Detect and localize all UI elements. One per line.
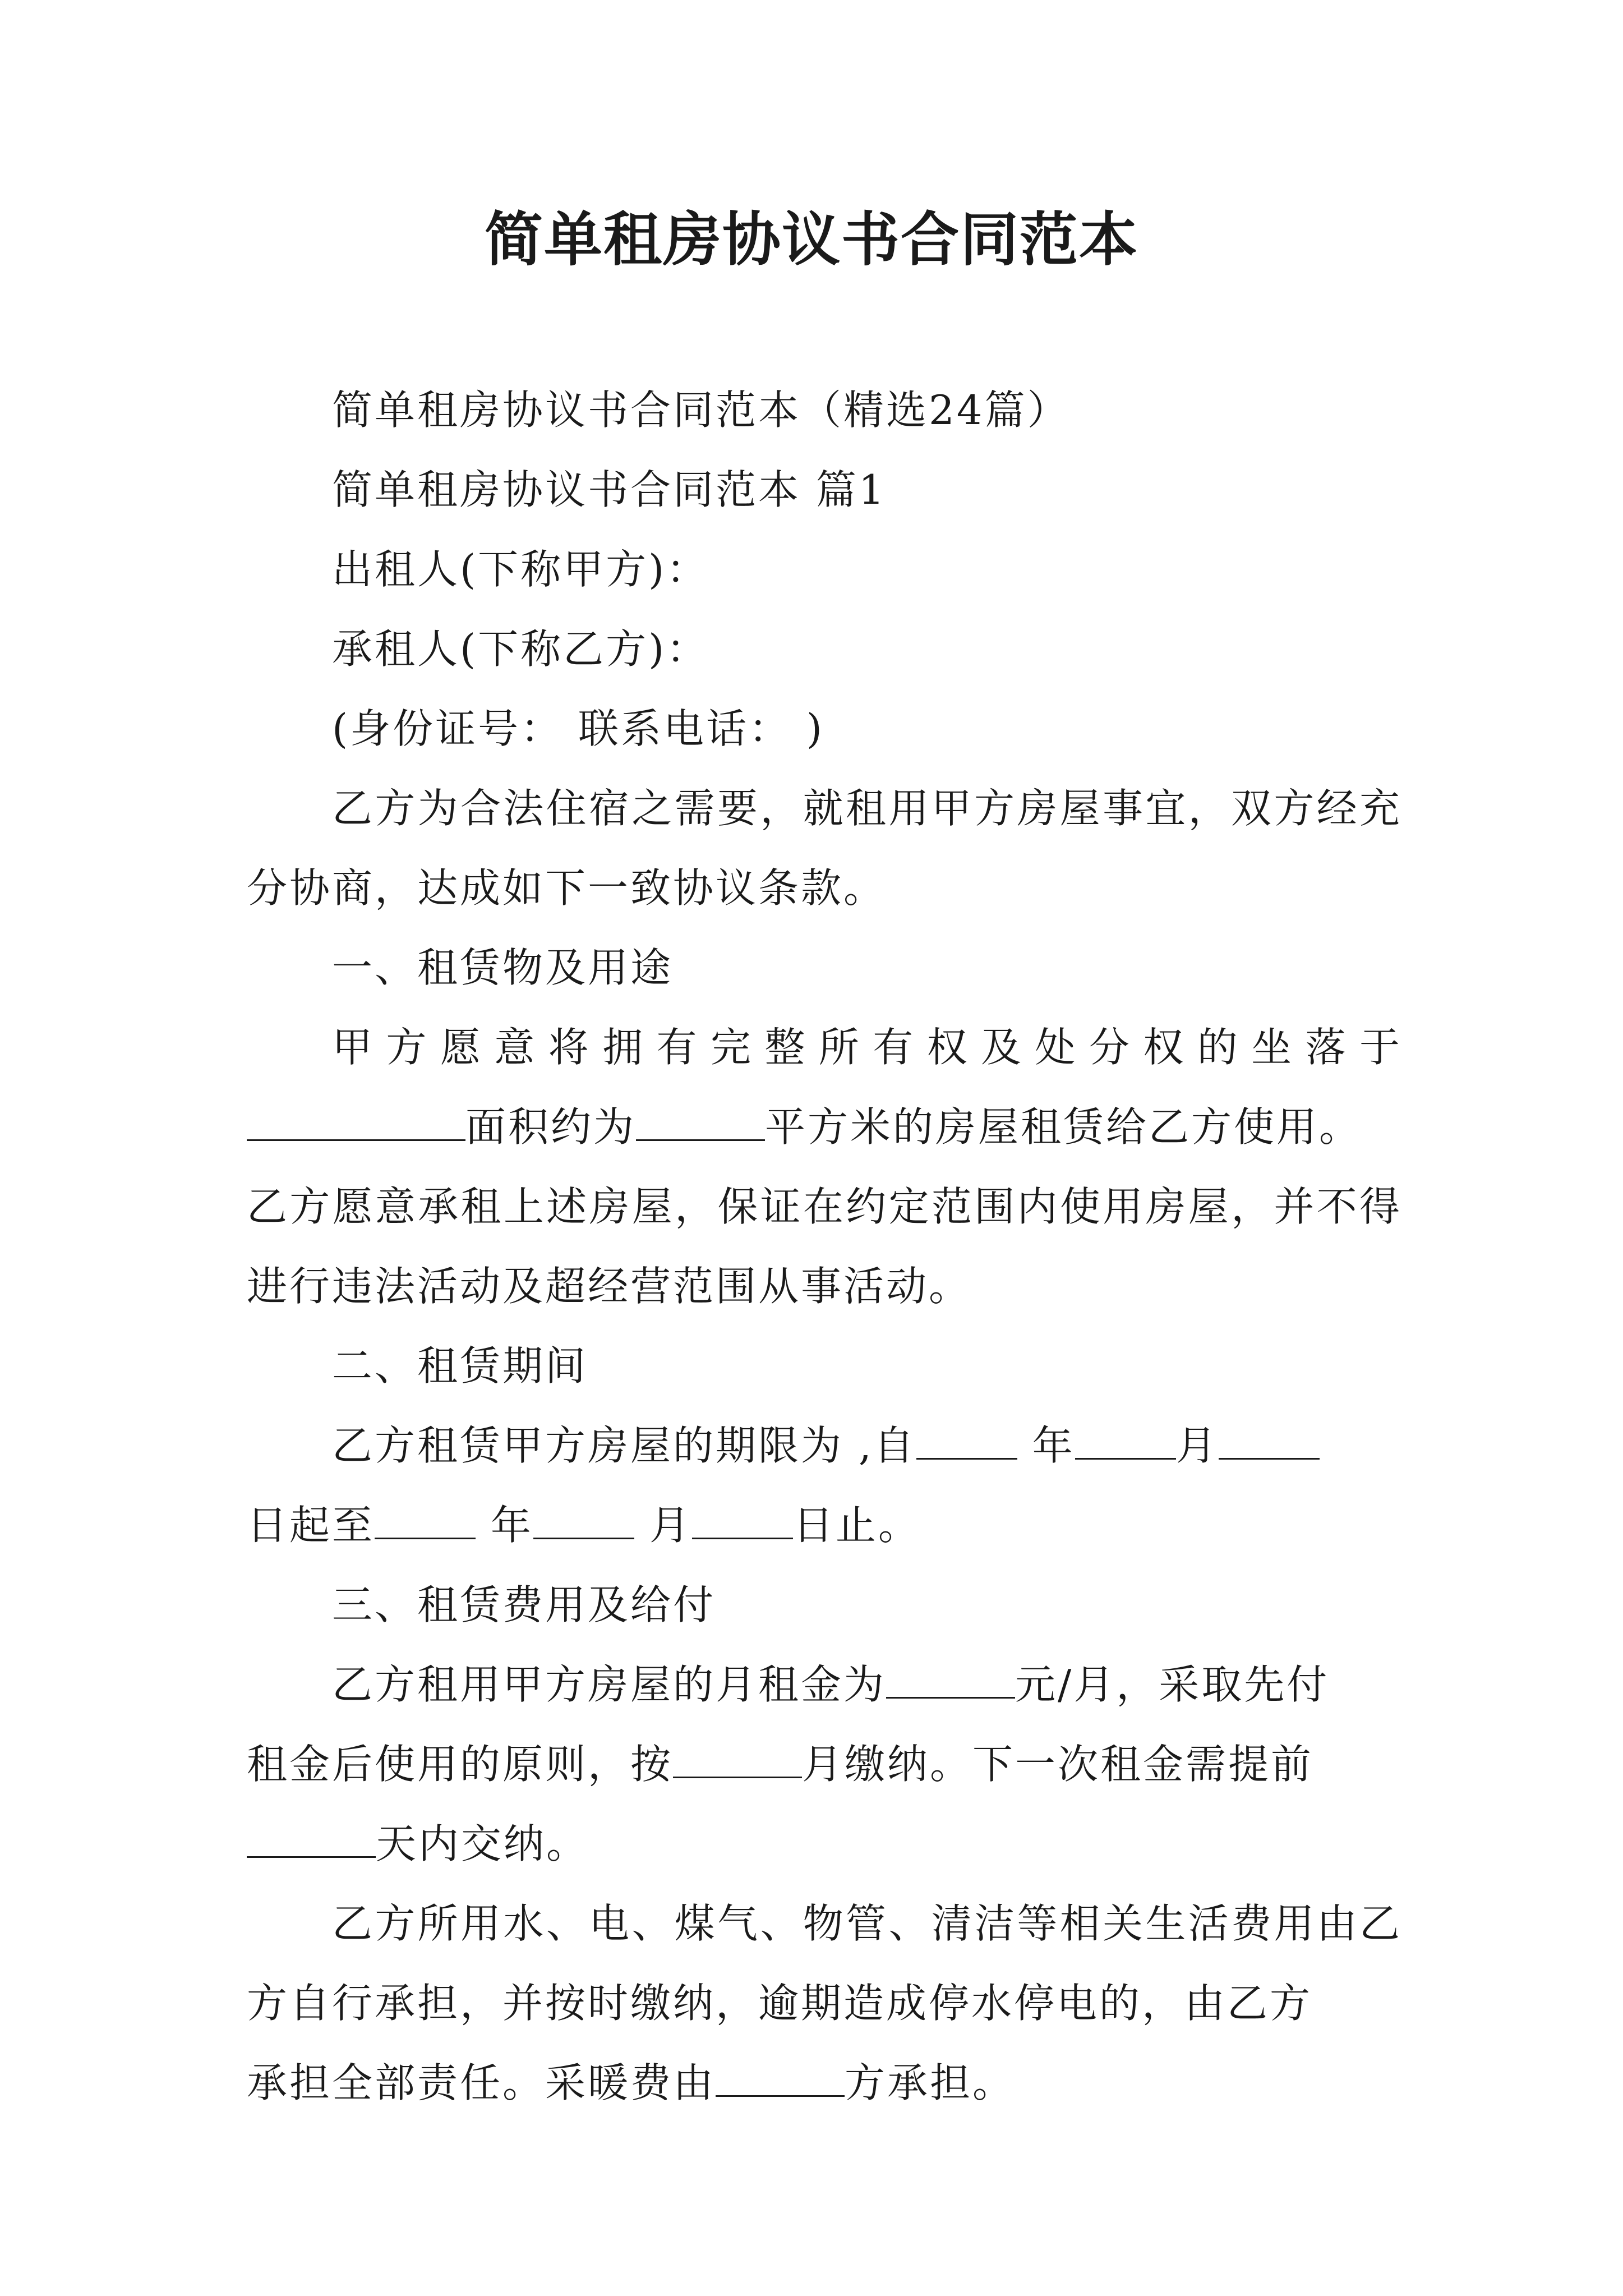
- document-title: 简单租房协议书合同范本: [484, 205, 1138, 274]
- clause2-intro-text: 乙方租赁甲方房屋的期限为 ,自: [332, 1422, 916, 1469]
- clause1-unit-text: 平方米的房屋租赁给乙方使用。: [765, 1103, 1362, 1151]
- end-month-label: 月: [649, 1502, 692, 1549]
- clause3-heading: 三、租赁费用及给付: [332, 1581, 716, 1628]
- start-month-label: 月: [1175, 1422, 1219, 1469]
- clause1-rest: 乙方愿意承租上述房屋，保证在约定范围内使用房屋，并不得进行违法活动及超经营范围从事活动。: [247, 1183, 1402, 1310]
- heating-text: 承担全部责任。采暖费由: [247, 2059, 716, 2106]
- document-body: [247, 370, 1402, 2123]
- lessee-line: 承租人(下称乙方)：: [332, 625, 709, 673]
- clause2-heading: 二、租赁期间: [332, 1342, 588, 1389]
- start-year-label: 年: [1032, 1422, 1075, 1469]
- section-heading: 简单租房协议书合同范本 篇1: [332, 466, 887, 513]
- rent-text-2: 元/月，采取先付: [1015, 1661, 1330, 1708]
- rent-blank: [886, 1663, 1015, 1699]
- clause1-heading: 一、租赁物及用途: [332, 944, 674, 991]
- pay-text: 租金后使用的原则，按: [247, 1741, 674, 1788]
- pay-text-2: 月缴纳。下一次租金需提前: [802, 1741, 1314, 1788]
- days-blank: [247, 1823, 376, 1858]
- clause2-end-text: 日止。: [792, 1502, 921, 1549]
- start-year-blank: [916, 1424, 1017, 1460]
- lessor-line: 出租人(下称甲方)：: [332, 546, 709, 593]
- location-blank: [247, 1106, 465, 1141]
- document-subtitle: 简单租房协议书合同范本（精选24篇）: [332, 386, 1070, 434]
- end-month-blank: [533, 1504, 634, 1539]
- clause1-line2: [247, 1087, 1402, 1167]
- days-text: 天内交纳。: [376, 1820, 589, 1867]
- rent-text: 乙方租用甲方房屋的月租金为: [332, 1661, 887, 1708]
- utilities-paragraph: 乙方所用水、电、煤气、物管、清洁等相关生活费用由乙方自行承担，并按时缴纳，逾期造成停水停电的，由乙方: [247, 1900, 1402, 2027]
- clause3-pay-line: [247, 1724, 1402, 1804]
- clause2-from-text: 日起至: [247, 1502, 375, 1549]
- heating-text-2: 方承担。: [845, 2059, 1016, 2106]
- end-day-blank: [692, 1504, 793, 1539]
- clause3-rent-line: [247, 1645, 1402, 1724]
- id-phone-line: (身份证号： 联系电话： ): [332, 705, 824, 752]
- end-year-label: 年: [490, 1502, 533, 1549]
- heating-line: [247, 2043, 1402, 2123]
- start-day-blank: [1219, 1424, 1320, 1460]
- clause1-line1: 甲方愿意将拥有完整所有权及处分权的坐落于: [332, 1024, 1402, 1071]
- clause2-line1: [247, 1406, 1402, 1485]
- pay-period-blank: [673, 1743, 802, 1778]
- clause1-area-text: 面积约为: [465, 1103, 637, 1151]
- clause2-line2: [247, 1485, 1402, 1565]
- clause3-days-line: [247, 1804, 1402, 1884]
- intro-paragraph: 乙方为合法住宿之需要，就租用甲方房屋事宜，双方经充分协商，达成如下一致协议条款。: [247, 785, 1402, 912]
- heating-blank: [716, 2062, 845, 2097]
- area-blank: [636, 1106, 765, 1141]
- start-month-blank: [1075, 1424, 1176, 1460]
- end-year-blank: [375, 1504, 476, 1539]
